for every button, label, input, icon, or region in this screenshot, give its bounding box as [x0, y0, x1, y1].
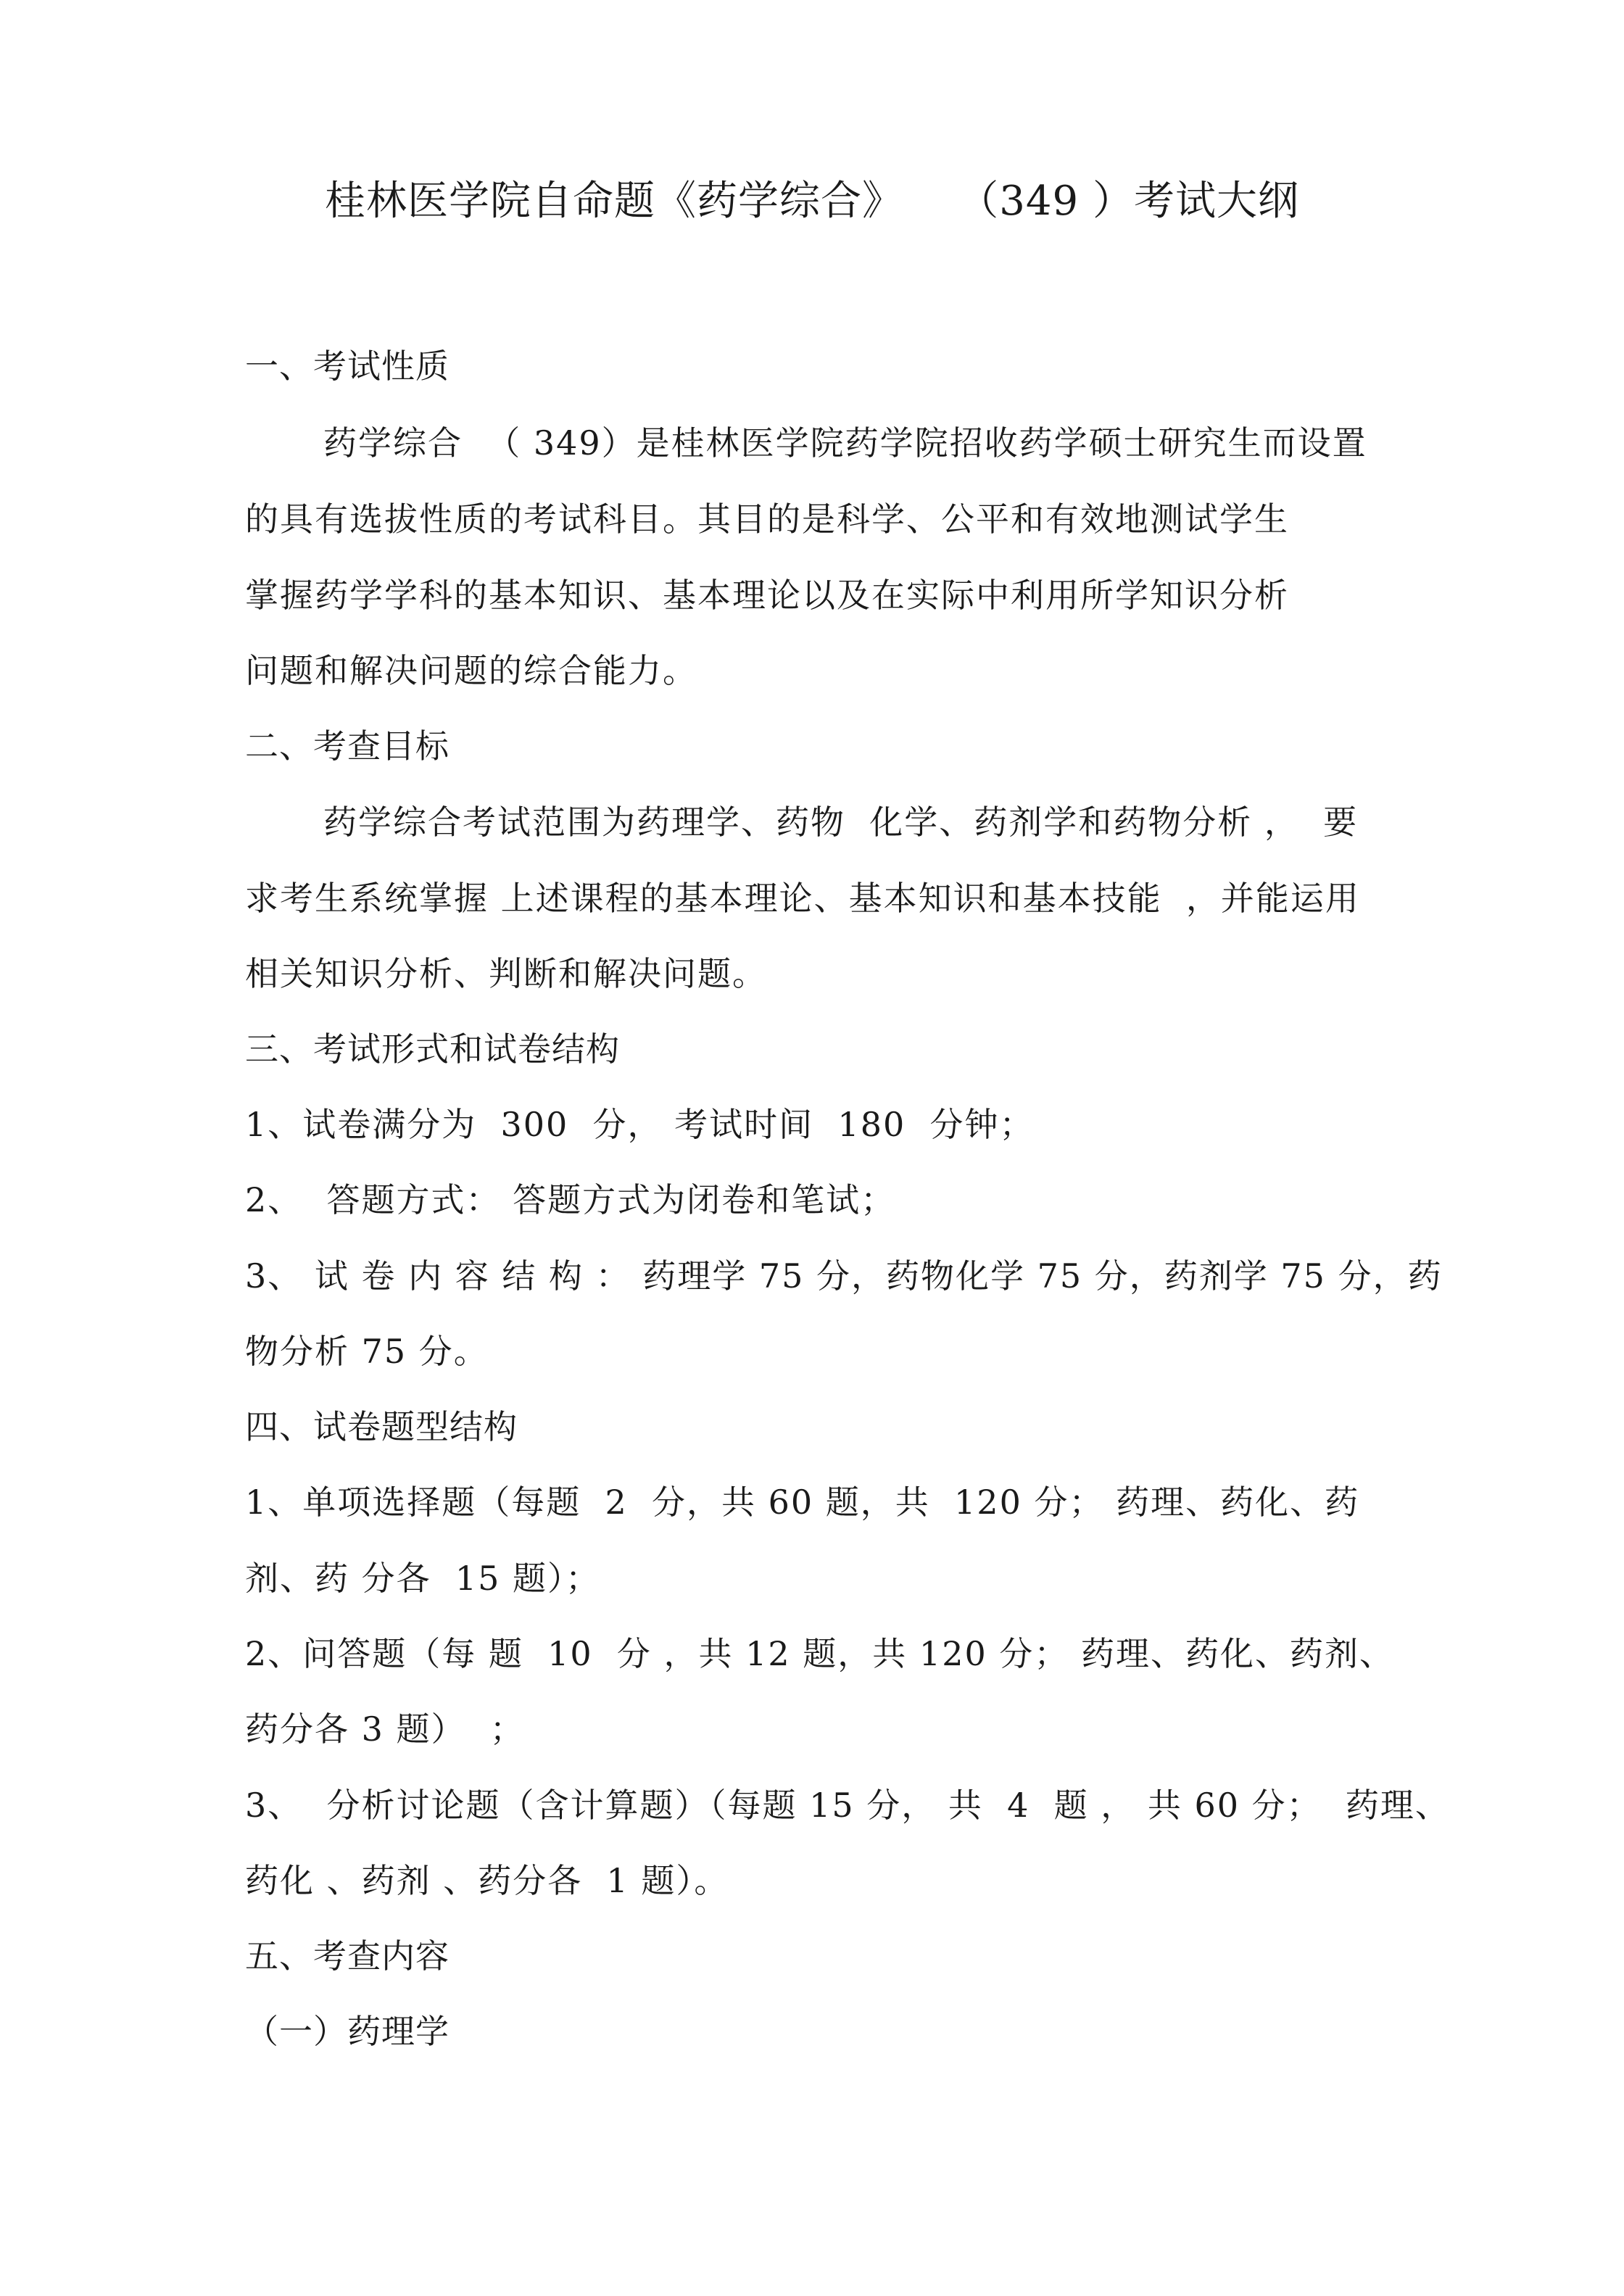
paragraph-line: 相关知识分析、判断和解决问题。	[245, 954, 767, 993]
list-item-continuation: 剂、药 分各 15 题）；	[245, 1559, 601, 1598]
paragraph-line: 的具有选拔性质的考试科目。其目的是科学、公平和有效地测试学生	[245, 500, 1289, 539]
paragraph-line: 药学综合 （ 349）是桂林医学院药学院招收药学硕士研究生而设置	[323, 423, 1367, 463]
list-item: 2、 答题方式： 答题方式为闭卷和笔试；	[245, 1180, 896, 1219]
section-heading-question-types: 四、试卷题型结构	[245, 1407, 518, 1446]
paragraph-line: 求考生系统掌握 上述课程的基本理论、基本知识和基本技能 ，并能运用	[245, 879, 1360, 918]
list-item-continuation: 药化 、药剂 、药分各 1 题）。	[245, 1861, 729, 1900]
list-item: 1、试卷满分为 300 分， 考试时间 180 分钟；	[245, 1105, 1035, 1144]
section-heading-content: 五、考查内容	[245, 1936, 450, 1976]
list-item: 3、 分析讨论题（含计算题）（每题 15 分， 共 4 题 ， 共 60 分； 药理、	[245, 1786, 1450, 1825]
list-item: 2、问答题（每 题 10 分 ，共 12 题，共 120 分； 药理、药化、药剂、	[245, 1634, 1394, 1673]
list-item: 3、 试 卷 内 容 结 构 ： 药理学 75 分，药物化学 75 分，药剂学 75 分，药	[245, 1256, 1443, 1296]
list-item-continuation: 物分析 75 分。	[245, 1332, 489, 1371]
section-heading-exam-format: 三、考试形式和试卷结构	[245, 1029, 620, 1069]
paragraph-line: 药学综合考试范围为药理学、药物 化学、药剂学和药物分析 ， 要	[323, 803, 1359, 842]
document-title: 桂林医学院自命题《药学综合》 （349 ）考试大纲	[325, 178, 1299, 225]
section-heading-objectives: 二、考查目标	[245, 726, 450, 766]
subsection-heading-pharmacology: （一）药理学	[245, 2012, 450, 2051]
paragraph-line: 问题和解决问题的综合能力。	[245, 651, 697, 690]
paragraph-line: 掌握药学学科的基本知识、基本理论以及在实际中利用所学知识分析	[245, 576, 1289, 615]
list-item-continuation: 药分各 3 题） ；	[245, 1709, 525, 1749]
section-heading-exam-nature: 一、考试性质	[245, 347, 450, 386]
list-item: 1、单项选择题（每题 2 分，共 60 题，共 120 分； 药理、药化、药	[245, 1483, 1360, 1522]
